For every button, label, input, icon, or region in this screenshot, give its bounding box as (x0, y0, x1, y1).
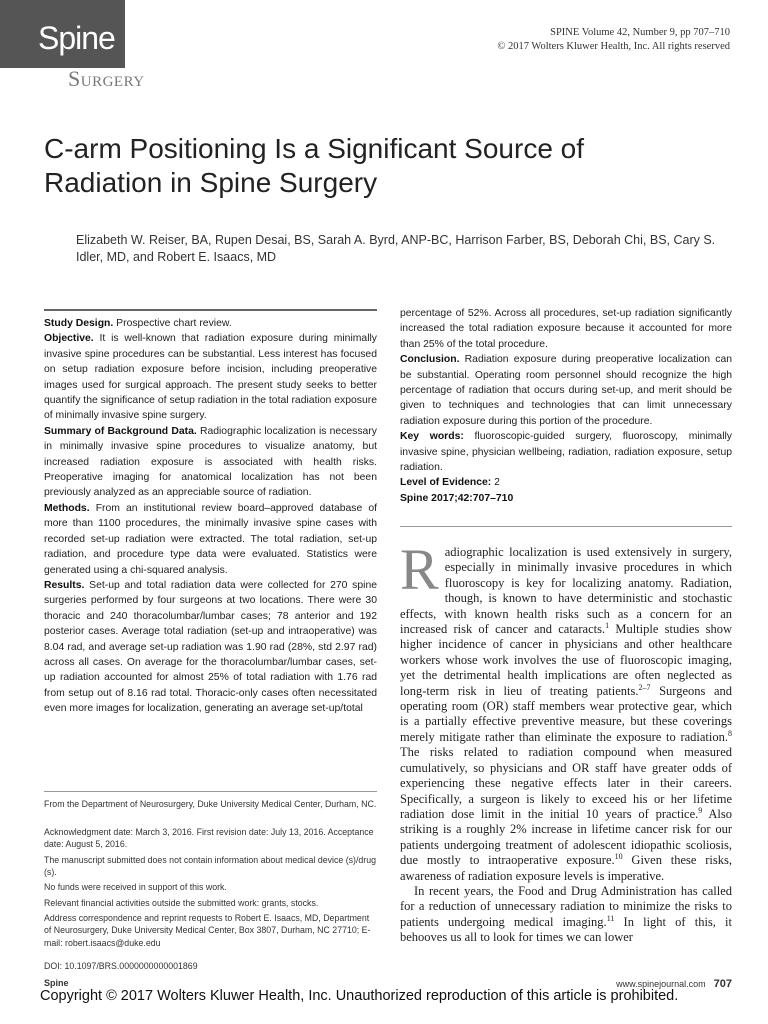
ref-6: 11 (606, 913, 615, 923)
keywords-text: fluoroscopic-guided surgery, fluoroscopy, minimally invasive spine, physician wellbeing, radiation, radiation exposure, setup radiation. (400, 431, 733, 474)
ref-2: 2–7 (638, 682, 651, 692)
body-text-1d: The risks related to radiation compound when measured cumulatively, so physicians and OR staff have greater odds of experiencing these negative effects later in their careers. Specifically, a surgeon is likely to exceed his or her lifetime radiation dose limit in the initial 10 years of practice. (400, 745, 732, 821)
abstract-left-column (44, 316, 377, 717)
footer-journal: Spine (44, 978, 69, 988)
conclusion-text: Radiation exposure during preoperative localization can be substantial. Operating room personnel should recognize the high percentage of radiation that occurs during set-up, and merit should be given to techniques and technologies that can limit unnecessary radiation exposure during this portion of the procedure. (400, 354, 732, 427)
level-text: 2 (494, 477, 500, 489)
body-text-1e: Also striking is a roughly 2% increase in lifetime cancer risk for our patients undergoing treatment of adolescent idiopathic scoliosis, due mostly to intraoperative exposure. (400, 806, 732, 868)
objective-label: Objective. (44, 333, 94, 345)
abstract-results-continued: percentage of 52%. Across all procedures, set-up radiation significantly increased the total radiation exposure because it accounted for more than 25% of the total procedure. (400, 308, 732, 350)
abstract-results (44, 578, 377, 717)
copyright-notice: Copyright © 2017 Wolters Kluwer Health, Inc. Unauthorized reproduction of this article is prohibited. (40, 988, 679, 1004)
journal-info (497, 26, 730, 54)
abstract-study-design (44, 316, 377, 331)
study-design-text: Prospective chart review. (116, 318, 232, 329)
methods-label: Methods. (44, 502, 90, 514)
abstract-level (400, 475, 732, 490)
level-label: Level of Evidence: (400, 477, 492, 489)
ref-3: 8 (728, 728, 732, 738)
summary-label: Summary of Background Data. (44, 425, 197, 437)
article-body (400, 537, 732, 946)
abstract-objective (44, 331, 377, 423)
abstract-top-rule (44, 309, 377, 311)
footnote-device: The manuscript submitted does not contain information about medical device (s)/drug (s). (44, 855, 377, 878)
drop-cap: R (400, 537, 439, 602)
footnote-dates: Acknowledgment date: March 3, 2016. First revision date: July 13, 2016. Acceptance date: August 5, 2016. (44, 827, 374, 850)
body-text-1c: Surgeons and operating room (OR) staff members wear protective gear, which is a partially effective preventive measure, but these coverings merely mitigate rather than eliminate the exposure to radiation. (400, 683, 732, 744)
conclusion-label: Conclusion. (400, 354, 460, 366)
ref-5: 10 (614, 851, 623, 861)
article-title: C-arm Positioning Is a Significant Source of Radiation in Spine Surgery (44, 133, 585, 198)
footnote-rule (44, 791, 377, 792)
footnote-funds: No funds were received in support of this work. (44, 882, 227, 892)
study-design-label: Study Design. (44, 318, 114, 329)
keywords-label: Key words: (400, 431, 464, 443)
objective-text: It is well-known that radiation exposure during minimally invasive spine procedures can be substantial. Less interest has focused on setup radiation exposure before incision, including preoperative images used for surgical approach. The present study seeks to better quantify the significance of setup radiation in the total radiation exposure of minimally invasive spine surgery. (44, 333, 378, 422)
journal-volume-line: SPINE Volume 42, Number 9, pp 707–710 (550, 27, 730, 38)
abstract-methods (44, 501, 377, 578)
citation-text: Spine 2017;42:707–710 (400, 492, 514, 504)
body-text-2b: In light of this, it behooves us all to look for times we can lower (400, 914, 732, 945)
footnote-financial: Relevant financial activities outside the submitted work: grants, stocks. (44, 898, 319, 908)
section-label: Surgery (68, 66, 145, 91)
body-text-1a: adiographic localization is used extensively in surgery, especially in minimally invasive procedures in which fluoroscopy is key for localizing anatomy. Radiation, though, is known to have deterministic and stochastic effects, with known health risks such as a concern for an increased risk of cancer and cataracts. (400, 545, 732, 637)
ref-1: 1 (605, 620, 610, 630)
footer-url[interactable]: www.spinejournal.com (616, 979, 706, 989)
body-text-1f: Given these risks, awareness of radiation exposure levels is imperative. (400, 853, 732, 883)
page-number: 707 (713, 978, 732, 990)
body-text-1b: Multiple studies show higher incidence of cancer in physicians and other healthcare workers whose work involves the use of fluoroscopic imaging, yet the detrimental health implications are often neglected as long-term risk in lieu of treating patients. (400, 622, 732, 698)
abstract-conclusion (400, 352, 732, 429)
abstract-right-column (400, 306, 732, 506)
results-text: Set-up and total radiation data were collected for 270 spine surgeries performed by four surgeons at two locations. There were 30 thoracic and 240 thoracolumbar/lumbar cases; 78 anterior and 192 posterior cases. Average total radiation (set-up and intraoperative) was 8.04 rad, and average set-up radiation was 1.90 rad (28%, std 2.97 rad) across all cases. On average for the thoracolumbar/lumbar cases, set-up radiation accounted for almost 25% of total radiation with 1.76 rad from setup out of 8.16 rad total. Thoracic-only cases often necessitated even more images for localization, generating an average set-up/total (44, 579, 377, 715)
summary-text: Radiographic localization is necessary in minimally invasive spine procedures to visualize anatomy, but increased radiation exposure is associated with health risks. Preoperative imaging for anatomical localization has not been previously analyzed as an appreciable source of radiation. (44, 425, 377, 499)
author-list: Elizabeth W. Reiser, BA, Rupen Desai, BS, Sarah A. Byrd, ANP-BC, Harrison Farber, BS, Deborah Chi, BS, Cary S. Idler, MD, and Robert E. Isaacs, MD (76, 233, 716, 264)
footnote-correspondence: Address correspondence and reprint requests to Robert E. Isaacs, MD, Department of Neurosurgery, Duke University Medical Center, Box 3807, Durham, NC 27710; E-mail: robert.isaacs@duke.edu (44, 913, 371, 948)
body-paragraph-1 (400, 537, 732, 884)
journal-copyright-line: © 2017 Wolters Kluwer Health, Inc. All rights reserved (497, 41, 730, 52)
footnote-affiliation: From the Department of Neurosurgery, Duke University Medical Center, Durham, NC. (44, 799, 377, 809)
body-paragraph-2 (400, 884, 732, 946)
abstract-bottom-rule (400, 526, 732, 527)
body-text-2a: In recent years, the Food and Drug Administration has called for a reduction of unnecessary radiation to minimize the risks to patients undergoing medical imaging. (400, 883, 732, 929)
abstract-keywords (400, 429, 732, 475)
journal-logo: Spine (38, 20, 115, 56)
abstract-summary (44, 424, 377, 501)
footnote-doi: DOI: 10.1097/BRS.0000000000001869 (44, 961, 198, 971)
journal-logo-block (0, 0, 125, 68)
ref-4: 9 (698, 805, 703, 815)
abstract-citation (400, 491, 732, 506)
methods-text: From an institutional review board–approved database of more than 1100 procedures, the minimally invasive spine cases with recorded set-up radiation were extracted. The total radiation, set-up radiation, and procedure type data were evaluated. Statistics were generated using a chi-squared analysis. (44, 502, 378, 576)
results-label: Results. (44, 579, 85, 591)
